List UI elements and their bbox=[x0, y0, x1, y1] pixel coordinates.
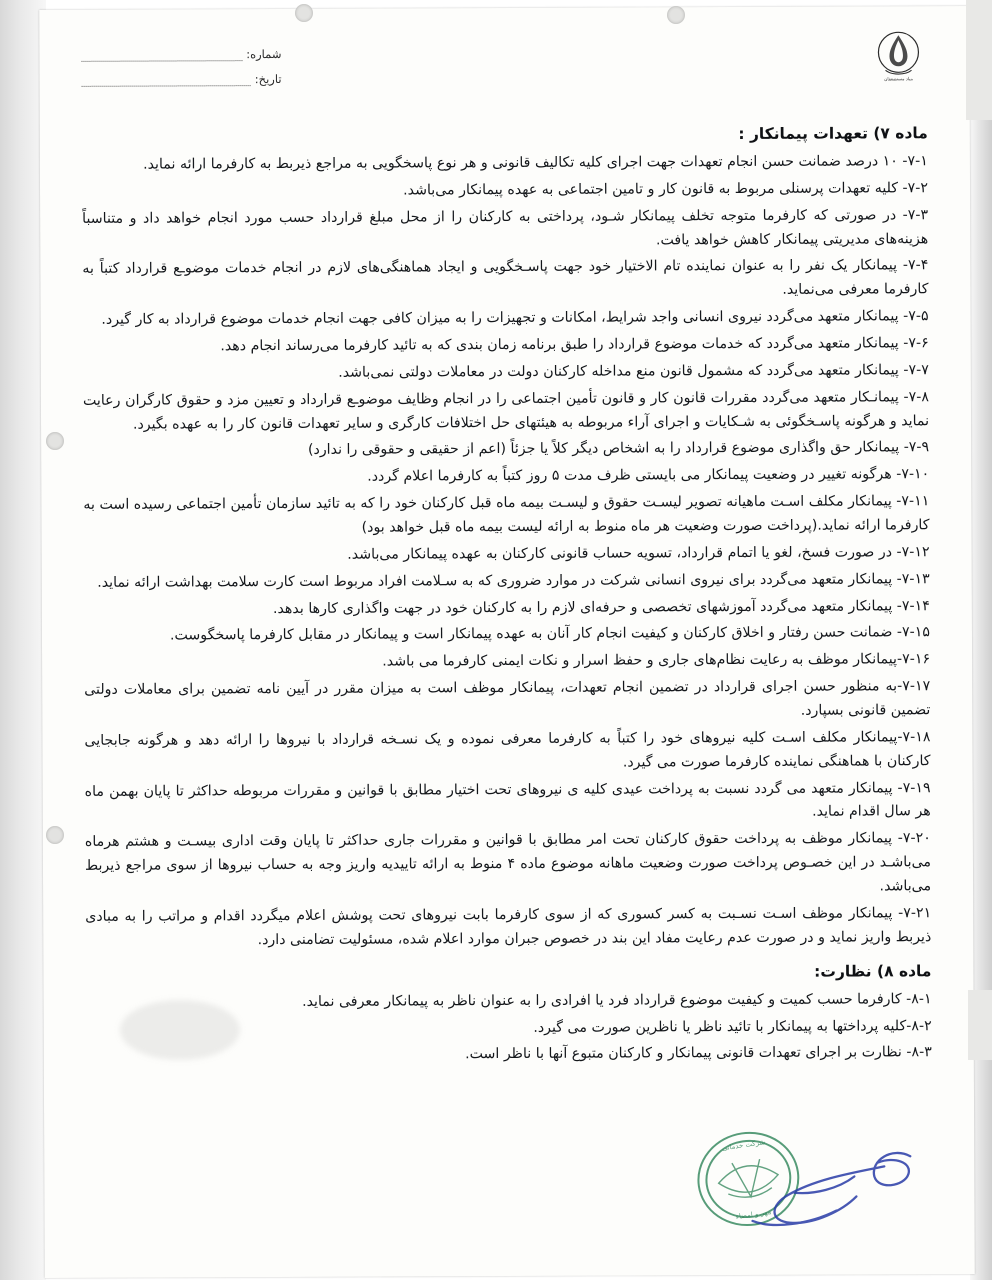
clause-7-3: ۷-۳- در صورتی که کارفرما متوجه تخلف پیمانکار شـود، پرداختی به کارکنان را از محل مبلغ قرارداد حسب مورد انجام خواهد داد و متناسباً هزینه‌های مدیریتی پیمانکار کاهش خواهد یافت. bbox=[82, 206, 929, 248]
clause-7-10: ۷-۱۰- هرگونه تغییر در وضعیت پیمانکار می بایستی ظرف مدت ۵ روز کتباً به کارفرما اعلام گردد. bbox=[367, 466, 930, 485]
clause-7-6: ۷-۶- پیمانکار متعهد می‌گردد که خدمات موضوع قرارداد را طبق برنامه زمان بندی که به تائید کارفرما می‌رساند انجام دهد. bbox=[220, 335, 929, 355]
section-heading-article-8: ماده ۸) نظارت: bbox=[814, 961, 932, 981]
clause-7-21: ۷-۲۱- پیمانکار موظف اسـت نسـبت به کسر کسوری که از سوی کارفرما بابت نیروهای تحت پوشش اعلام میگردد اقدام و مراتب را به مبادی ذیربط واریز نماید و در صورت عدم رعایت مفاد این بند در خصوص جبران موارد اعلام شده، مسئولیت تضامنی دارد. bbox=[85, 905, 932, 948]
organization-seal-icon bbox=[867, 22, 929, 84]
clause-7-4: ۷-۴- پیمانکار یک نفر را به عنوان نماینده تام الاختیار خود جهت پاسـخگویی و ایجاد هماهنگی‌های لازم در انجام خدمات موضوـع قرارداد کتباً به کارفرما معرفی می‌نماید. bbox=[82, 257, 929, 299]
clause-7-15: ۷-۱۵- ضمانت حسن رفتار و اخلاق کارکنان و کیفیت انجام کار آنان به عهده پیمانکار است و پیمانکار در مقابل کارفرما پاسخگوست. bbox=[169, 624, 931, 644]
clause-7-20: ۷-۲۰- پیمانکار موظف به پرداخت حقوق کارکنان تحت امر مطابق با قوانین و مقررات جاری حداکثر تا پایان وقت اداری بیسـت و هشتم هرماه می‌باشـد در این خصـوص پرداخت صورت وضعیت ماهانه موضوع ماده ۴ منوط به ارائه تاییدیه واریز وجه به حساب نیروها از سوی مراجع ذیربط می‌باشد. bbox=[84, 830, 932, 895]
letterhead bbox=[53, 8, 957, 116]
clause-7-2: ۷-۲- کلیه تعهدات پرسنلی مربوط به قانون کار و تامین اجتماعی به عهده پیمانکار می‌باشد. bbox=[403, 180, 929, 199]
clause-7-17: ۷-۱۷-به منظور حسن اجرای قرارداد در تضمین انجام تعهدات، پیمانکار موظف است به میزان مقرر در آیین نامه تضمین برای معاملات دولتی تضمین قانونی بسپارد. bbox=[84, 678, 931, 719]
clause-7-18: ۷-۱۸-پیمانکار مکلف اسـت کلیه نیروهای خود را کتباً به کارفرما معرفی نموده و یک نسـخه قرارداد با نیروها را ارائه دهد و هرگونه جابجایی کارکنان با هماهنگی نماینده کارفرما صورت می گیرد. bbox=[84, 729, 931, 771]
paper-tear bbox=[968, 990, 992, 1060]
letterhead-fields bbox=[81, 47, 281, 98]
clause-7-19: ۷-۱۹- پیمانکار متعهد می گردد نسبت به پرداخت عیدی کلیه ی نیروهای تحت اختیار مطابق با قوانین و مقررات مربوطه حداکثر تا پایان بهمن ماه هر سال اقدام نماید. bbox=[84, 779, 931, 821]
clause-7-11: ۷-۱۱- پیمانکار مکلف اسـت ماهیانه تصویر لیسـت حقوق و لیسـت بیمه ماه قبل کارکنان خود را که به تائید سازمان تأمین اجتماعی رسیده است به کارفرما ارائه نماید.(پرداخت صورت وضعیت هر ماه منوط به ارائه لیست بیمه ماه قبل خواهد بود) bbox=[83, 493, 930, 536]
clause-7-1: ۷-۱- ۱۰ درصد ضمانت حسن انجام تعهدات جهت اجرای کلیه تکالیف قانونی و هر نوع پاسخگویی به مراجع ذیربط به کارفرما ارائه نماید. bbox=[143, 153, 928, 173]
date-input-line[interactable] bbox=[82, 74, 251, 87]
field-row-date bbox=[82, 72, 282, 87]
document-content bbox=[54, 124, 962, 1069]
clause-7-9: ۷-۹- پیمانکار حق واگذاری موضوع قرارداد را به اشخاص دیگر کلاً یا جزئاً (اعم از حقیقی و حقوقی را ندارد) bbox=[307, 439, 930, 459]
document-body bbox=[53, 8, 962, 1270]
clause-7-14: ۷-۱۴- پیمانکار متعهد می‌گردد آموزشهای تخصصی و حرفه‌ای لازم را به کارکنان خود در جهت واگذاری کارها بدهد. bbox=[272, 597, 930, 617]
svg-text:شرکت خدماتی: شرکت خدماتی bbox=[721, 1138, 766, 1153]
handwritten-signature-icon bbox=[734, 1140, 924, 1233]
date-label: تاریخ: bbox=[254, 71, 282, 87]
clause-7-5: ۷-۵- پیمانکار متعهد می‌گردد نیروی انسانی واجد شرایط، امکانات و تجهیزات را به میزان کافی جهت انجام خدمات موضوع قرارداد به کار گیرد. bbox=[101, 308, 929, 328]
clause-7-8: ۷-۸- پیمانـکار متعهد می‌گردد مقررات قانون کار و قانون تأمین اجتماعی را در انجام وظایف موضوـع قرارداد و تعیین مزد و حقوق کارگران رعایت نماید و هرگونه پاسـخگوئی به شـکایات و اجرای آراء مربوطه به هیئتهای حل اختلافات کارگری و سایر تعهدات قانون کار را به عهده بگیرد. bbox=[82, 388, 930, 433]
clause-7-7: ۷-۷- پیمانکار متعهد می‌گردد که مشمول قانون منع مداخله کارکنان دولت در معاملات دولتی نمی‌باشد. bbox=[338, 362, 929, 381]
svg-text:بنیاد مستضعفان: بنیاد مستضعفان bbox=[884, 77, 914, 83]
clause-8-1: ۸-۱- کارفرما حسب کمیت و کیفیت موضوع قرارداد فرد یا افرادی را به عنوان ناظر به پیمانکار معرفی نماید. bbox=[302, 990, 932, 1010]
clause-7-13: ۷-۱۳- پیمانکار متعهد می‌گردد برای نیروی انسانی شرکت در موارد ضروری که به سـلامت افراد مربوط است کارت سلامت بهداشت ارائه نماید. bbox=[97, 570, 930, 591]
number-label: شماره: bbox=[246, 46, 282, 62]
section-heading-article-7: ماده ۷) تعهدات پیمانکار : bbox=[738, 124, 928, 143]
clause-7-16: ۷-۱۶-پیمانکار موظف به رعایت نظام‌های جاری و حفظ اسرار و نکات ایمنی کارفرما می باشد. bbox=[382, 651, 931, 670]
clause-8-2: ۸-۲-کلیه پرداختها به پیمانکار با تائید ناظر یا ناظرین صورت می گیرد. bbox=[533, 1017, 932, 1036]
paper-tear bbox=[966, 0, 992, 120]
clause-8-3: ۸-۳- نظارت بر اجرای تعهدات قانونی پیمانکار و کارکنان متبوع آنها با ناظر است. bbox=[465, 1044, 932, 1063]
number-input-line[interactable] bbox=[81, 49, 242, 62]
svg-text:مهر و امضاء: مهر و امضاء bbox=[735, 1208, 772, 1222]
field-row-number bbox=[81, 47, 281, 62]
clause-7-12: ۷-۱۲- در صورت فسخ، لغو یا اتمام قرارداد، تسویه حساب قانونی کارکنان به عهده پیمانکار می‌باشد. bbox=[347, 544, 930, 563]
